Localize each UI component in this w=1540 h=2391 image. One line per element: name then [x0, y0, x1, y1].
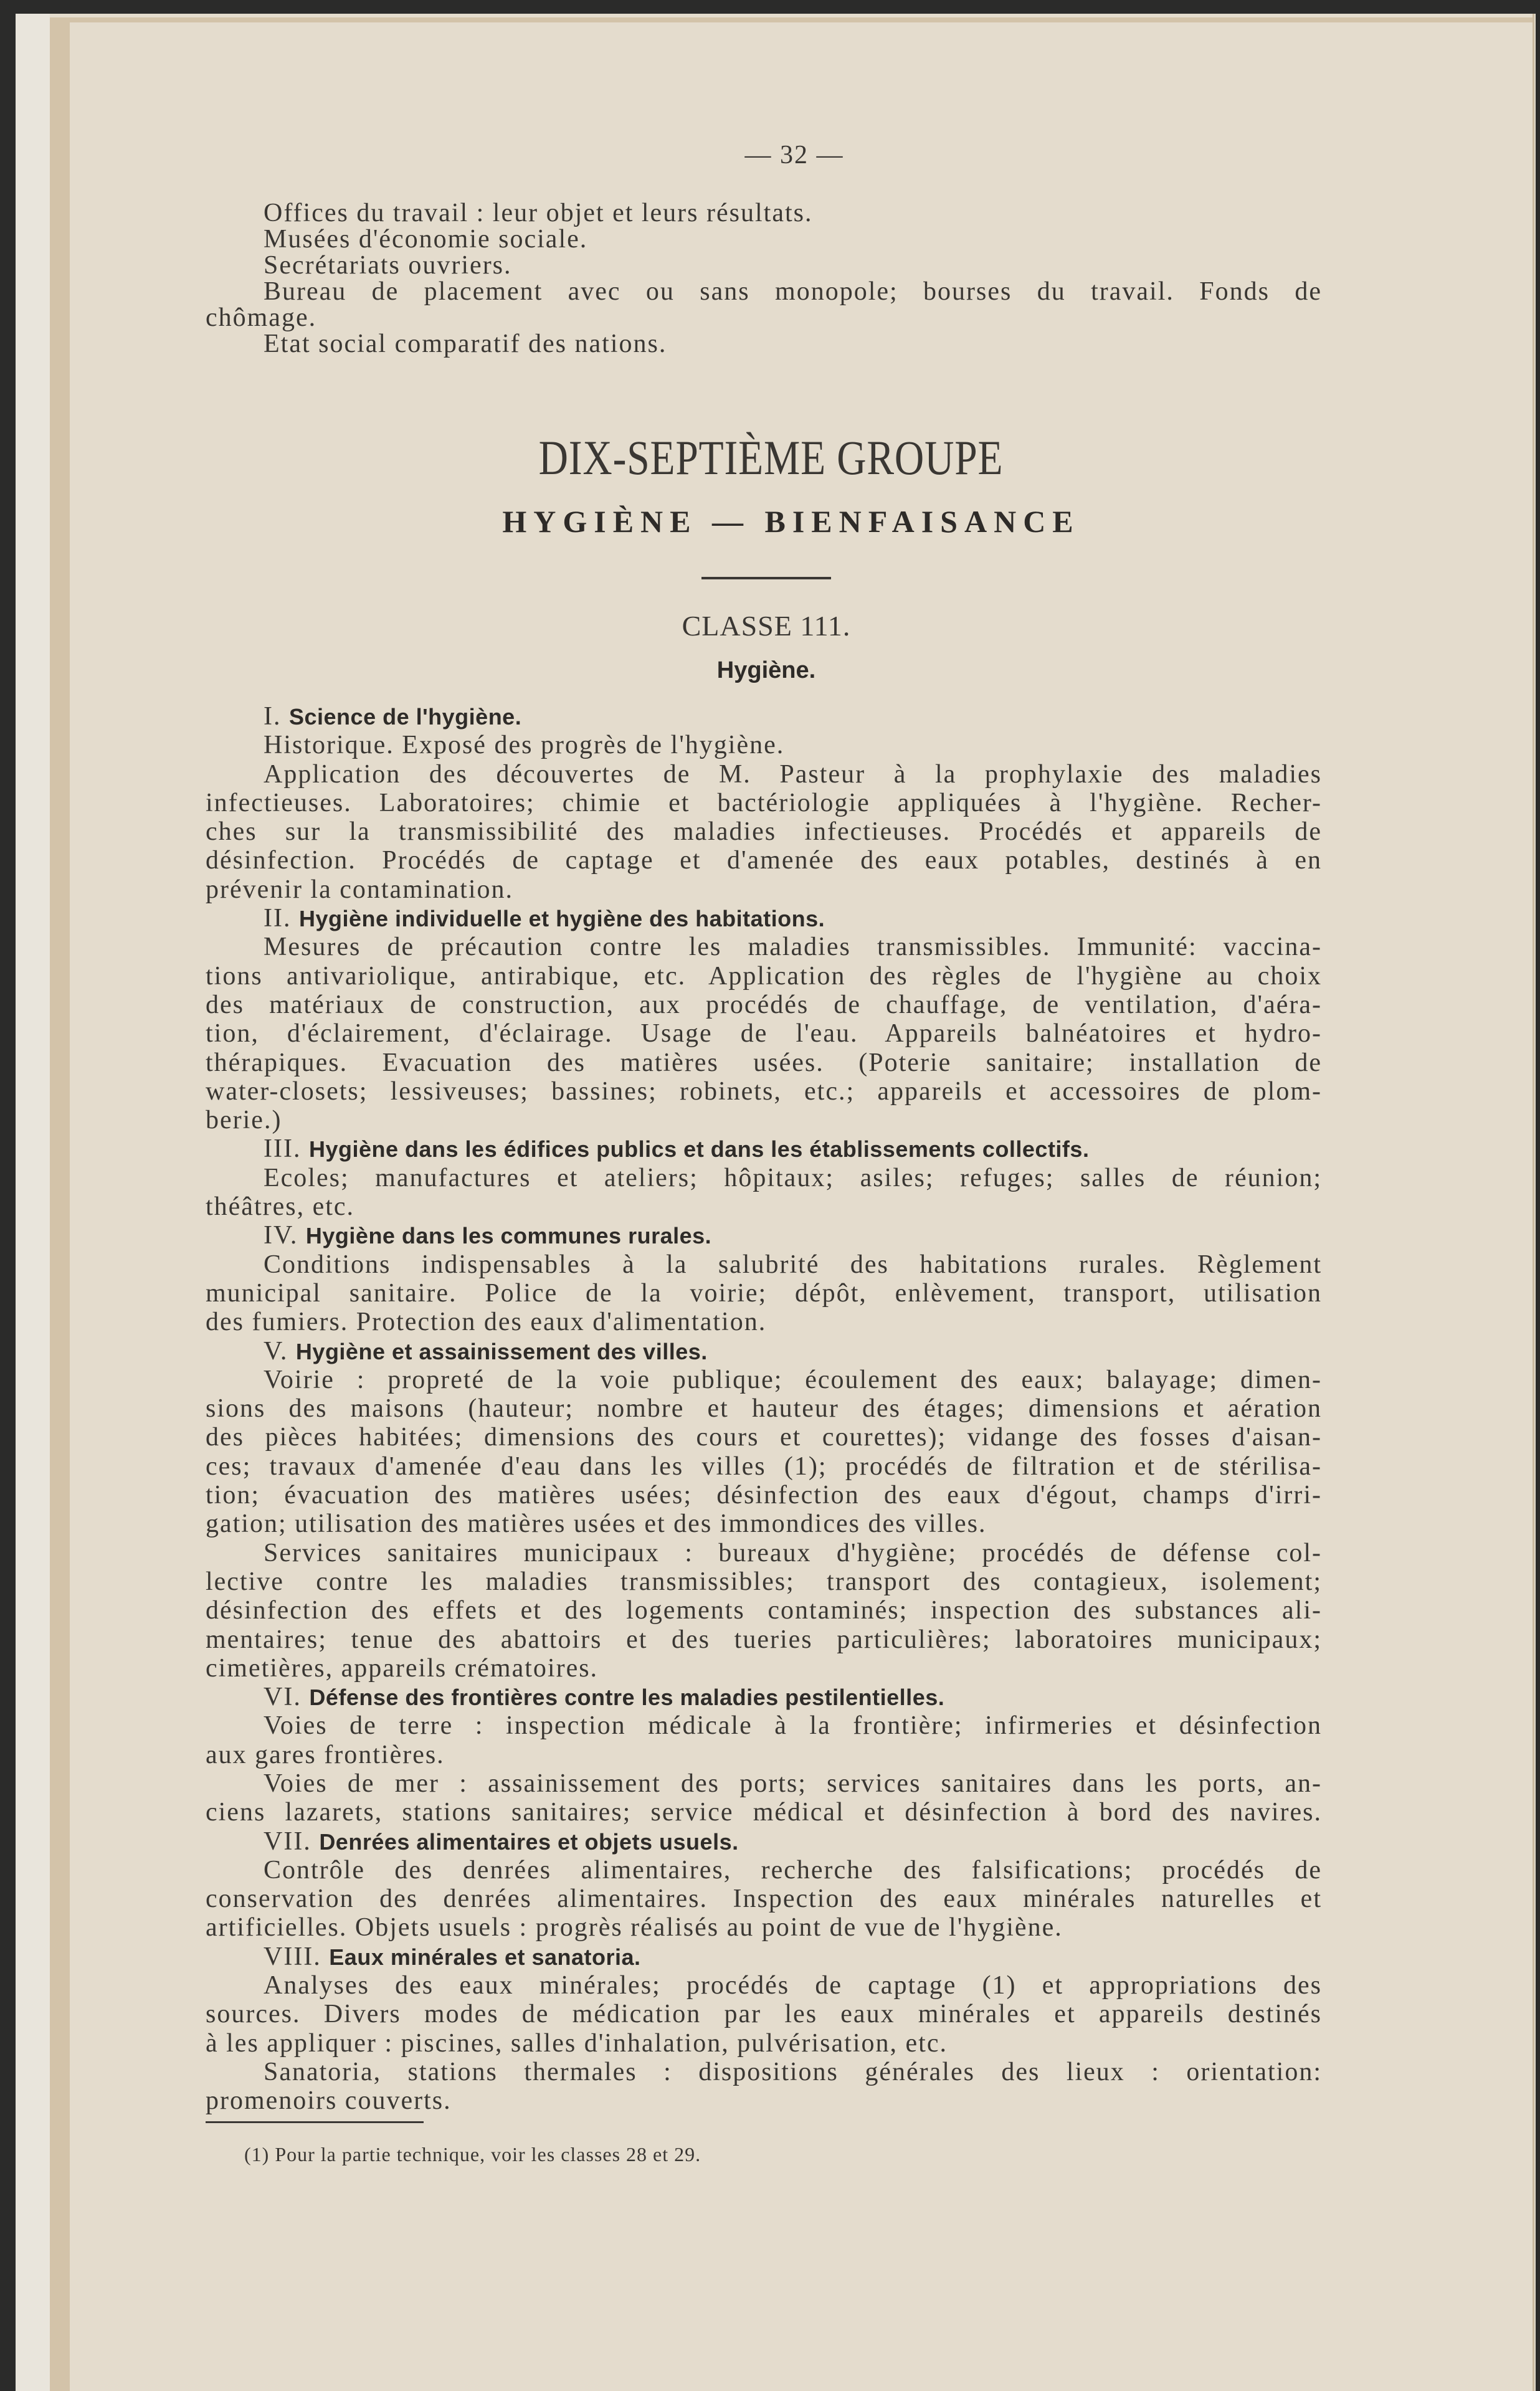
text-line: Offices du travail : leur objet et leurs résultats.: [264, 199, 813, 227]
text-line: ces; travaux d'amenée d'eau dans les villes (1); procédés de filtration et de stérilisa-: [206, 1452, 1322, 1481]
section-heading: [206, 904, 1322, 933]
text-line: tions antivariolique, antirabique, etc. Application des règles de l'hygiène au choix: [206, 961, 1322, 991]
section-heading: [206, 1134, 1322, 1163]
section-title: Hygiène dans les édifices publics et dans les établissements collectifs.: [308, 1136, 1090, 1162]
footnote-rule: [206, 2121, 424, 2123]
text-line: des pièces habitées; dimensions des cours et courettes); vidange des fosses d'aisan-: [206, 1423, 1322, 1452]
section-number: VII.: [264, 1827, 311, 1856]
text-line: cimetières, appareils crématoires.: [206, 1653, 599, 1683]
footnote: (1) Pour la partie technique, voir les classes 28 et 29.: [244, 2143, 701, 2165]
text-line: théâtres, etc.: [206, 1192, 355, 1222]
text-line: thérapiques. Evacuation des matières usées. (Poterie sanitaire; installation de: [206, 1048, 1322, 1077]
text-line: Analyses des eaux minérales; procédés de captage (1) et appropriations des: [264, 1971, 1322, 2000]
page-right-edge: [1533, 14, 1534, 2391]
section-heading: [206, 1683, 1322, 1711]
intro-text: [206, 200, 1322, 357]
text-line: des matériaux de construction, aux procédés de chauffage, de ventilation, d'aéra-: [206, 990, 1322, 1019]
text-line: municipal sanitaire. Police de la voirie; dépôt, enlèvement, transport, utilisation: [206, 1278, 1322, 1308]
section-number: V.: [264, 1336, 288, 1366]
text-line: infectieuses. Laboratoires; chimie et bactériologie appliquées à l'hygiène. Recher-: [206, 788, 1322, 817]
text-line: artificielles. Objets usuels : progrès réalisés au point de vue de l'hygiène.: [206, 1913, 1063, 1942]
text-line: Services sanitaires municipaux : bureaux d'hygiène; procédés de défense col-: [264, 1538, 1322, 1567]
text-line: Contrôle des denrées alimentaires, recherche des falsifications; procédés de: [264, 1855, 1322, 1885]
section-heading: [206, 702, 1322, 731]
section-number: IV.: [264, 1221, 298, 1250]
text-line: water-closets; lessiveuses; bassines; robinets, etc.; appareils et accessoires de plom-: [206, 1077, 1322, 1106]
section-title: Défense des frontières contre les maladies pestilentielles.: [309, 1685, 945, 1711]
text-line: tion, d'éclairement, d'éclairage. Usage de l'eau. Appareils balnéatoires et hydro-: [206, 1019, 1322, 1048]
text-line: Historique. Exposé des progrès de l'hygiène.: [264, 731, 785, 760]
text-line: prévenir la contamination.: [206, 875, 514, 904]
text-line: Conditions indispensables à la salubrité des habitations rurales. Règlement: [264, 1250, 1322, 1279]
text-line: à les appliquer : piscines, salles d'inhalation, pulvérisation, etc.: [206, 2028, 948, 2058]
classe-title: Hygiène.: [716, 657, 816, 683]
section-title: Hygiène dans les communes rurales.: [305, 1223, 712, 1249]
page-edge-shadow: [50, 17, 70, 2391]
text-line: tion; évacuation des matières usées; désinfection des eaux d'égout, champs d'irri-: [206, 1481, 1322, 1510]
group-title: DIX-SEPTIÈME GROUPE: [538, 430, 1004, 485]
text-line: Voirie : propreté de la voie publique; écoulement des eaux; balayage; dimen-: [264, 1365, 1322, 1394]
text-line: promenoirs couverts.: [206, 2086, 452, 2116]
section-heading: [206, 1337, 1322, 1366]
text-line: Etat social comparatif des nations.: [264, 330, 667, 358]
section-heading: [206, 1942, 1322, 1971]
text-line: chômage.: [206, 303, 317, 332]
text-line: Voies de mer : assainissement des ports; services sanitaires dans les ports, an-: [264, 1769, 1322, 1798]
section-title: Denrées alimentaires et objets usuels.: [319, 1828, 739, 1855]
text-line: berie.): [206, 1106, 282, 1135]
text-line: Mesures de précaution contre les maladies transmissibles. Immunité: vaccina-: [264, 933, 1322, 962]
text-line: Voies de terre : inspection médicale à la frontière; infirmeries et désinfection: [264, 1711, 1322, 1741]
section-number: VI.: [264, 1683, 302, 1712]
page-edge-shadow-top: [50, 17, 1533, 22]
classe-heading: CLASSE 111.: [682, 610, 851, 642]
text-line: Bureau de placement avec ou sans monopole; bourses du travail. Fonds de: [264, 277, 1322, 306]
section-title: Hygiène et assainissement des villes.: [295, 1338, 708, 1364]
page-number: — 32 —: [744, 141, 844, 169]
section-number: I.: [264, 702, 282, 731]
text-line: gation; utilisation des matières usées et des immondices des villes.: [206, 1509, 987, 1539]
text-line: aux gares frontières.: [206, 1740, 445, 1769]
section-title: Eaux minérales et sanatoria.: [329, 1944, 641, 1970]
text-line: mentaires; tenue des abattoirs et des tueries particulières; laboratoires municipaux;: [206, 1625, 1322, 1654]
text-line: des fumiers. Protection des eaux d'alimentation.: [206, 1308, 767, 1337]
section-number: II.: [264, 904, 292, 933]
text-line: lective contre les maladies transmissibles; transport des contagieux, isolement;: [206, 1567, 1322, 1596]
text-line: conservation des denrées alimentaires. Inspection des eaux minérales naturelles et: [206, 1885, 1322, 1914]
section-title: Hygiène individuelle et hygiène des habitations.: [298, 906, 825, 932]
text-line: Secrétariats ouvriers.: [264, 251, 512, 280]
text-line: désinfection des effets et des logements contaminés; inspection des substances ali-: [206, 1596, 1322, 1625]
section-title: Science de l'hygiène.: [289, 704, 522, 730]
text-line: ches sur la transmissibilité des maladies infectieuses. Procédés et appareils de: [206, 817, 1322, 847]
section-heading: [206, 1221, 1322, 1250]
text-line: Application des découvertes de M. Pasteur à la prophylaxie des maladies: [264, 759, 1322, 789]
scan-margin: [16, 14, 50, 2391]
text-line: sions des maisons (hauteur; nombre et hauteur des étages; dimensions et aération: [206, 1394, 1322, 1424]
text-line: Musées d'économie sociale.: [264, 225, 588, 254]
text-line: sources. Divers modes de médication par les eaux minérales et appareils destinés: [206, 2000, 1322, 2029]
section-divider: [701, 577, 831, 579]
group-subtitle: HYGIÈNE — BIENFAISANCE: [502, 504, 1080, 539]
text-line: désinfection. Procédés de captage et d'amenée des eaux potables, destinés à en: [206, 846, 1322, 875]
section-number: III.: [264, 1134, 302, 1164]
text-line: Ecoles; manufactures et ateliers; hôpitaux; asiles; refuges; salles de réunion;: [264, 1163, 1322, 1192]
section-heading: [206, 1827, 1322, 1856]
body-text: [206, 702, 1322, 2116]
text-line: ciens lazarets, stations sanitaires; service médical et désinfection à bord des navires.: [206, 1798, 1322, 1827]
section-number: VIII.: [264, 1942, 321, 1971]
text-line: Sanatoria, stations thermales : dispositions générales des lieux : orientation:: [264, 2057, 1322, 2086]
